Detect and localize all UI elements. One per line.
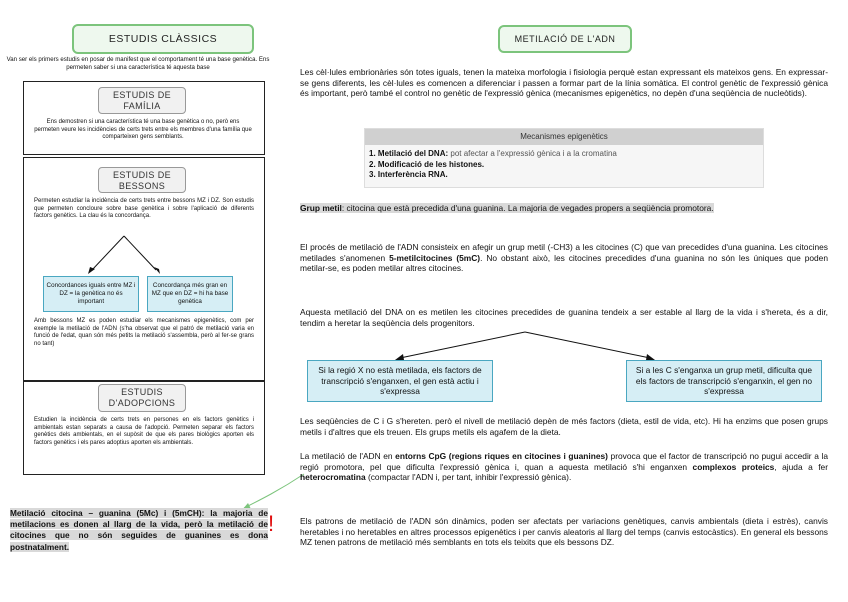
twin-studies-text: Permeten estudiar la incidència de certs trets entre bessons MZ i DZ. Son estudis que permeten concloure sobre base genètica i sobre l'aplicació de diferents factors genètics. La clau és la concordança. bbox=[34, 198, 254, 220]
methylation-process-paragraph: El procés de metilació de l'ADN consisteix en afegir un grup metil (-CH3) a les citocines (C) que van precedides d'una guanina. Les citocines metilades s'anomenen 5-metilcitocines (5mC). No obstant això, les citocines precedides d'una guanina no són les úniques que poden metilar-se, es poden metilar altres citocines. bbox=[300, 242, 828, 274]
family-studies-text: Ens demostren si una característica té una base genètica o no, però ens permeten veure les incidències de certs trets entre els membres d'una família que comparteixen gens semblants. bbox=[34, 119, 252, 141]
stability-paragraph: Aquesta metilació del DNA on es metilen les citocines precedides de guanina tendeix a ser estable al llarg de la vida i s'hereta, és a dir, tendim a heretar la seqüència dels progenitors. bbox=[300, 307, 828, 328]
adoption-studies-text: Estudien la incidència de certs trets en persones en els factors genètics i ambientals estan separats a causa de l'adopció. Permeten separar els factors genètics dels ambientals, en el supòsit de que els pares biològics aporten els factors genètics i els pares adoptius aporten els ambientals. bbox=[34, 417, 254, 446]
table-header: Mecanismes epigenètics bbox=[365, 129, 763, 145]
dynamic-patterns-paragraph: Els patrons de metilació de l'ADN són dinàmics, poden ser afectats per variacions genètiques, canvis ambientals (dieta i estrès), canvis heretables i no heretables en altres processos epigenètics i per canvis aleatoris al llarg del temps (canvis estocàstics). En general els bessons MZ tenen patrons de metilació més semblants en tots els teixits que els bessons DZ. bbox=[300, 516, 828, 548]
classic-intro-text: Van ser els primers estudis en posar de manifest que el comportament té una base genètica. Ens permeten saber si una característica té aquesta base bbox=[6, 56, 270, 71]
epigenetic-mechanisms-table bbox=[364, 128, 764, 188]
twin-box-equal-concordance: Concordances iguals entre MZ i DZ = la genètica no és important bbox=[43, 276, 139, 312]
adoption-studies-title: ESTUDIS D'ADOPCIONS bbox=[98, 384, 186, 412]
methylation-branch-arrows bbox=[360, 330, 690, 362]
inheritance-paragraph: Les seqüències de C i G s'hereten. però el nivell de metilació depèn de més factors (dieta, estil de vida, etc). Hi ha enzims que posen grups metils i d'altres que els treuen. Els grups metils els agafem de la dieta. bbox=[300, 416, 828, 437]
methylation-note: Metilació citocina – guanina (5Mc) i (5mCH): la majoria de metilacions es donen al llarg de la vida, però la metilació de citocines que no són seguides de guanines es dona postnatalment. bbox=[10, 508, 268, 552]
methylated-box: Si a les C s'enganxa un grup metil, dificulta que els factors de transcripció s'enganxin, el gen no s'expressa bbox=[626, 360, 822, 402]
twin-branch-arrows bbox=[70, 232, 180, 276]
table-row: 2. Modificació de les histones. bbox=[369, 159, 485, 169]
twin-box-higher-concordance: Concordança més gran en MZ que en DZ = hi ha base genètica bbox=[147, 276, 233, 312]
table-row: 1. Metilació del DNA: pot afectar a l'expressió gènica i a la cromatina bbox=[369, 149, 617, 158]
metilacio-title: METILACIÓ DE L'ADN bbox=[498, 25, 632, 53]
twin-studies-title: ESTUDIS DE BESSONS bbox=[98, 167, 186, 193]
intro-paragraph: Les cèl·lules embrionàries són totes iguals, tenen la mateixa morfologia i fisiologia perquè estan expressant els mateixos gens. En expressar-se gens diferents, les cèl·lules es comencen a diferenciar i passen a formar part de la línia somàtica. El control genètic de l'expressió gènica és important, però també el control no genètic de l'expressió gènica (mecanismes epigenètics, no depèn d'una seqüència de nucleòtids). bbox=[300, 67, 828, 99]
exclamation-mark: ! bbox=[268, 511, 275, 536]
table-row: 3. Interferència RNA. bbox=[369, 170, 448, 179]
twin-epigenetic-text: Amb bessons MZ es poden estudiar els mecanismes epigenètics, com per exemple la metilació de l'ADN (s'ha observat que el patró de metilació varia en funció de l'edat, quan són més petits la metilació s'assembla, però al fer-se grans no tant) bbox=[34, 318, 254, 347]
methyl-group-paragraph: Grup metil: citocina que està precedida d'una guanina. La majoria de vegades propers a seqüència promotora. bbox=[300, 203, 714, 213]
family-studies-title: ESTUDIS DE FAMÍLIA bbox=[98, 87, 186, 114]
unmethylated-box: Si la regió X no està metilada, els factors de transcripció s'enganxen, el gen està actiu i s'expressa bbox=[307, 360, 493, 402]
estudis-classics-title: ESTUDIS CLÀSSICS bbox=[72, 24, 254, 54]
cpg-paragraph: La metilació de l'ADN en entorns CpG (regions riques en citocines i guanines) provoca que el factor de transcripció no pugui accedir a la regió promotora, pel que dificulta l'expressió gènica i, quan a aquesta metilació s'hi enganxen complexos proteics, ajuda a fer heterocromatina (compactar l'ADN i, per tant, inhibir l'expressió gènica). bbox=[300, 451, 828, 483]
